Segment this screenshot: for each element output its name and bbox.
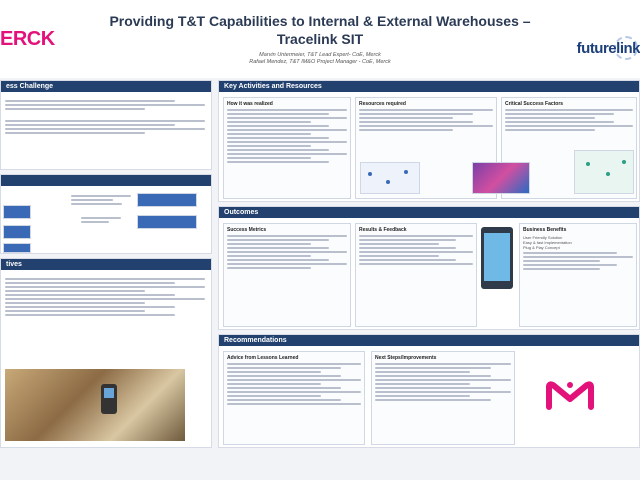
key-col-success-factors <box>501 97 637 199</box>
panel-title-recs: Recommendations <box>219 335 639 346</box>
authors <box>140 52 500 66</box>
poster-title <box>80 12 560 48</box>
benefit-2: Easy & fast Implementation <box>523 240 572 245</box>
key-col2-heading: Resources required <box>359 101 406 107</box>
author-2: Rafael Mendez, T&T IM&O Project Manager - CoE, Merck <box>249 59 391 65</box>
warehouse-photo <box>5 369 185 441</box>
panel-title-outcomes: Outcomes <box>219 207 639 218</box>
poster-header <box>0 0 640 78</box>
map-dot-3 <box>622 160 626 164</box>
futurelink-logo: futurelink <box>576 40 640 57</box>
recs-col1-heading: Advice from Lessons Learned <box>227 355 299 361</box>
outcomes-col-benefits <box>519 223 637 327</box>
benefit-1: User Friendly Solution <box>523 235 563 240</box>
merck-m-logo-icon <box>545 379 595 411</box>
challenge-text <box>1 92 211 134</box>
diagram-box-4 <box>137 193 197 207</box>
success-map-image <box>574 150 634 194</box>
benefit-3: Plug & Play Concept <box>523 245 560 250</box>
panel-recommendations <box>218 334 640 448</box>
panel-business-challenge <box>0 80 212 170</box>
map-dot-1 <box>586 162 590 166</box>
key-col3-heading: Critical Success Factors <box>505 101 564 107</box>
recs-col2-heading: Next Steps/Improvements <box>375 355 437 361</box>
recs-col-next-steps <box>371 351 515 445</box>
outcomes-col2-heading: Results & Feedback <box>359 227 407 233</box>
panel-title-objectives: tives <box>1 259 211 270</box>
objectives-text <box>1 270 211 316</box>
resource-dot-3 <box>404 170 408 174</box>
recs-col-advice <box>223 351 365 445</box>
diagram-center-text <box>71 193 131 207</box>
scanner-device-icon <box>101 384 117 414</box>
phone-screenshot-image <box>481 227 513 289</box>
resource-dot-2 <box>386 180 390 184</box>
map-dot-2 <box>606 172 610 176</box>
author-1: Marvin Untermeier, T&T Lead Expert- CoE, Merck <box>259 52 381 58</box>
panel-key-activities <box>218 80 640 202</box>
diagram-box-3 <box>3 243 31 253</box>
panel-title-key: Key Activities and Resources <box>219 81 639 92</box>
merck-logo: ERCK <box>0 28 55 50</box>
diagram-box-1 <box>3 205 31 219</box>
panel-objectives <box>0 258 212 448</box>
diagram-box-2 <box>3 225 31 239</box>
outcomes-col1-heading: Success Metrics <box>227 227 267 233</box>
key-col-realized <box>223 97 351 199</box>
panel-solution-diagram <box>0 174 212 254</box>
outcomes-col-metrics <box>223 223 351 327</box>
title-line-1: Providing T&T Capabilities to Internal & External Warehouses – <box>109 13 531 29</box>
key-col1-heading: How it was realized <box>227 101 273 107</box>
diagram-box-5 <box>137 215 197 229</box>
panel-title-diagram <box>1 175 211 186</box>
panel-title-challenge: ess Challenge <box>1 81 211 92</box>
title-line-2: Tracelink SIT <box>276 31 364 47</box>
outcomes-col-results <box>355 223 477 327</box>
panel-outcomes <box>218 206 640 330</box>
resources-diagram-image <box>360 162 420 194</box>
outcomes-col3-heading: Business Benefits <box>523 227 567 233</box>
success-graphic-image <box>472 162 530 194</box>
resource-dot-1 <box>368 172 372 176</box>
diagram-center-text-2 <box>81 215 121 225</box>
